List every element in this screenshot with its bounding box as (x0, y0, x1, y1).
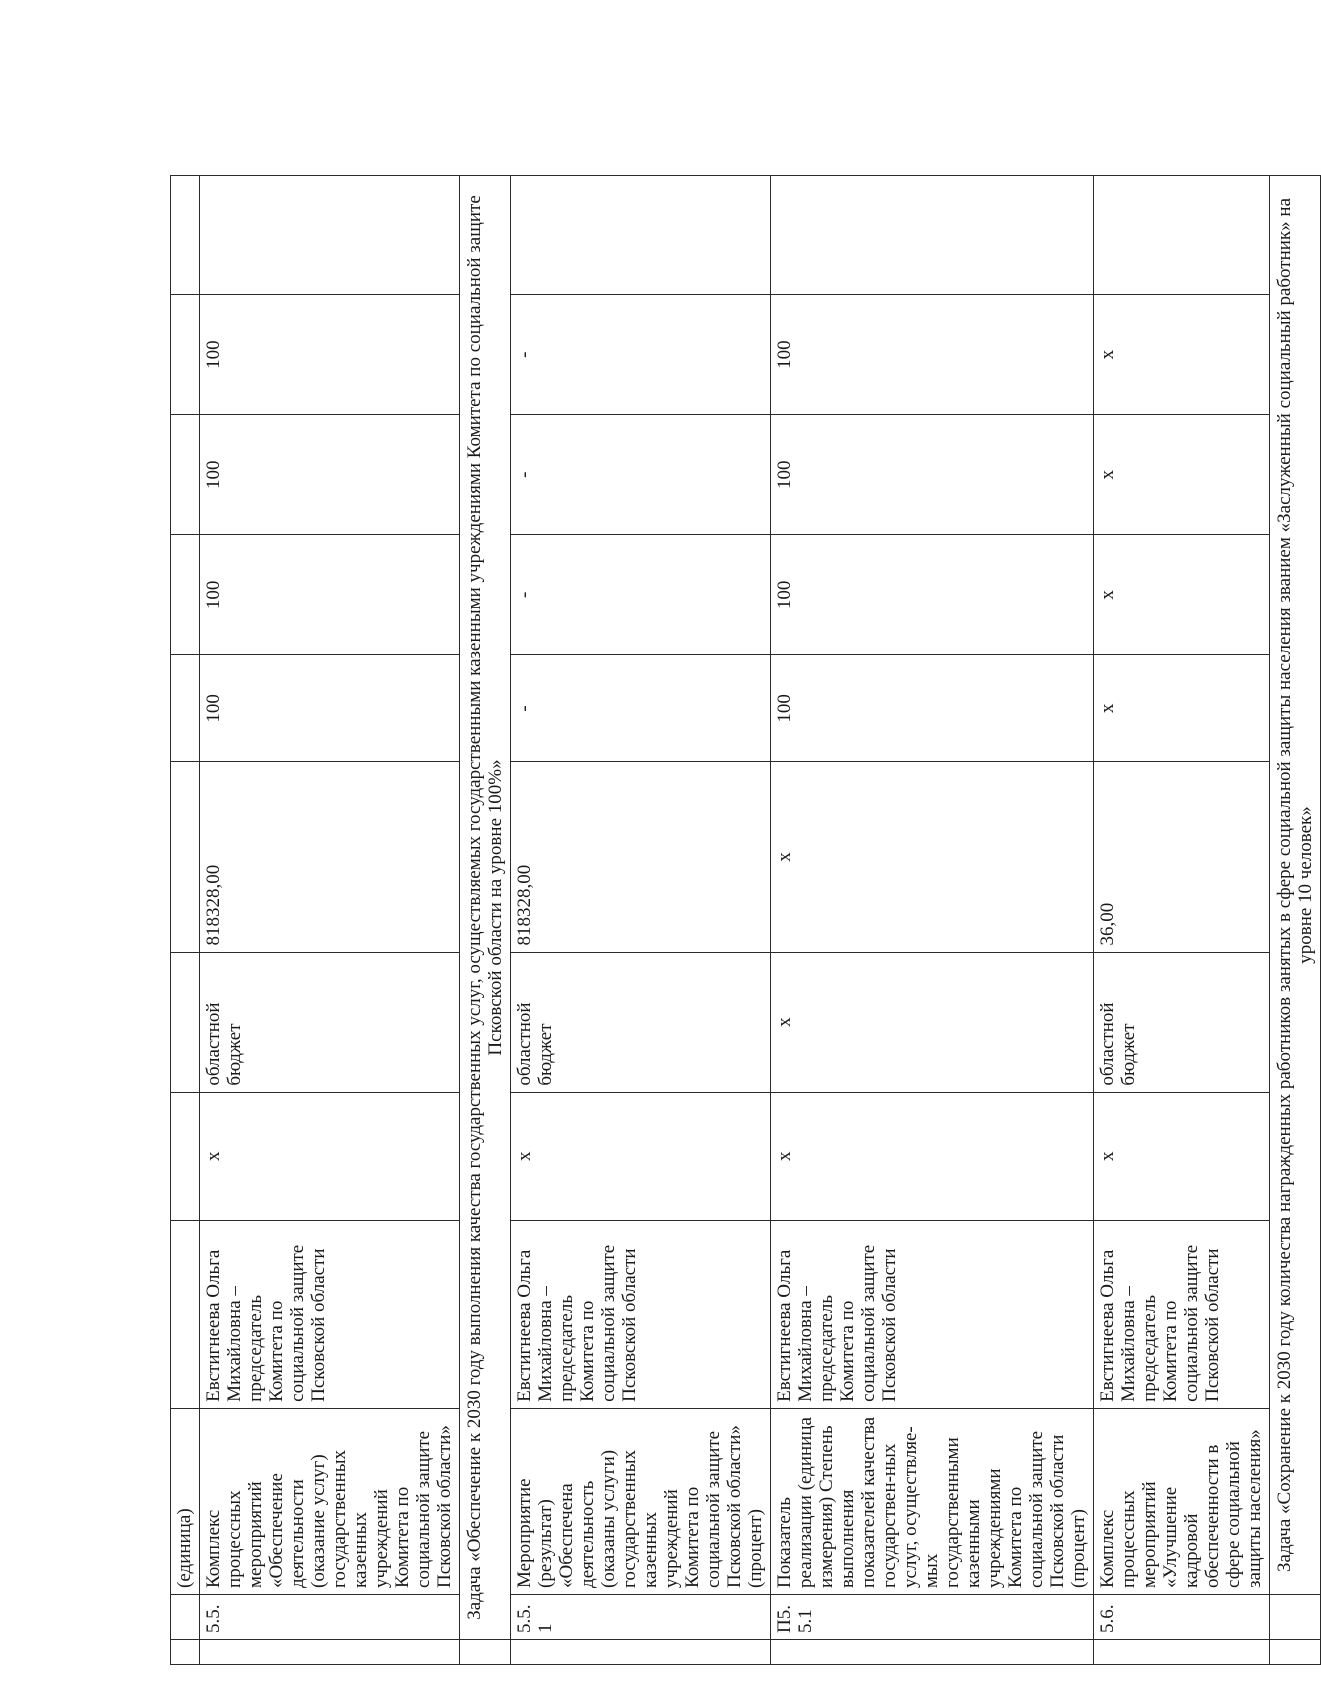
mark-cell: х (1094, 1092, 1270, 1220)
margin-cell (171, 1639, 200, 1664)
margin-cell (1094, 1639, 1270, 1664)
row-number-cell (171, 1594, 200, 1639)
mark-cell: х (200, 1092, 460, 1220)
value-year-4: х (1094, 295, 1270, 415)
row-number-cell (1270, 1594, 1321, 1639)
funding-source: областной бюджет (511, 952, 771, 1092)
value-year-3: - (511, 415, 771, 535)
row-number: 5.5.1 (511, 1594, 771, 1639)
responsible-person: Евстигнеева Ольга Михайловна – председатель Комитета по социальной защите Псковской области (511, 1220, 771, 1408)
value-year-4: 100 (200, 295, 460, 415)
indicator-name: Показатель реализации (единица измерения) Степень выполнения показателей качества государствен-ных услуг, осуществляе-мых государственными казенными учреждениями Комитета по социальной защите Псковской области (процент) (771, 1408, 1094, 1594)
value-year-1: 100 (771, 655, 1094, 762)
empty-cell (1094, 176, 1270, 295)
margin-cell (511, 1639, 771, 1664)
value-year-2: 100 (200, 535, 460, 655)
task-heading: Задача «Сохранение к 2030 году количества награжденных работников занятых в сфере социальной защиты населения званием «Заслуженный социальный работник» на уровне 10 человек» (1270, 176, 1321, 1595)
value-year-1: 100 (200, 655, 460, 762)
value-year-2: х (1094, 535, 1270, 655)
continuation-cell: (единица) (171, 1408, 200, 1594)
empty-cell (771, 176, 1094, 295)
table-row (771, 176, 1094, 1665)
measure-name: Комплекс процессных мероприятий «Улучшение кадровой обеспеченности в сфере социальной защиты населения» (1094, 1408, 1270, 1594)
table-row (1094, 176, 1270, 1665)
value-year-1: - (511, 655, 771, 762)
task-row (460, 176, 511, 1665)
measure-name: Мероприятие (результат) «Обеспечена деятельность (оказаны услуги) государственных казенных учреждений Комитета по социальной защите Псковской области» (процент) (511, 1408, 771, 1594)
funding-amount: 818328,00 (511, 762, 771, 952)
margin-cell (1270, 1639, 1321, 1664)
table-row (200, 176, 460, 1665)
funding-source: х (771, 952, 1094, 1092)
row-number: П5.5.1 (771, 1594, 1094, 1639)
value-year-2: 100 (771, 535, 1094, 655)
task-row (1270, 176, 1321, 1665)
funding-amount: х (771, 762, 1094, 952)
value-year-4: 100 (771, 295, 1094, 415)
row-number: 5.5. (200, 1594, 460, 1639)
margin-cell (200, 1639, 460, 1664)
value-year-3: 100 (771, 415, 1094, 535)
program-table (170, 175, 1321, 1665)
mark-cell: х (511, 1092, 771, 1220)
funding-amount: 36,00 (1094, 762, 1270, 952)
funding-source: областной бюджет (200, 952, 460, 1092)
value-year-3: 100 (200, 415, 460, 535)
continuation-row (171, 176, 200, 1665)
mark-cell: х (771, 1092, 1094, 1220)
responsible-person: Евстигнеева Ольга Михайловна – председатель Комитета по социальной защите Псковской области (1094, 1220, 1270, 1408)
task-heading: Задача «Обеспечение к 2030 году выполнения качества государственных услуг, осуществляемых государственными казенными учреждениями Комитета по социальной защите Псковской области на уровне 100%» (460, 176, 511, 1640)
margin-cell (771, 1639, 1094, 1664)
value-year-1: х (1094, 655, 1270, 762)
measure-name: Комплекс процессных мероприятий «Обеспечение деятельности (оказание услуг) государственных казенных учреждений Комитета по социальной защите Псковской области» (200, 1408, 460, 1594)
funding-amount: 818328,00 (200, 762, 460, 952)
empty-cell (200, 176, 460, 295)
row-number: 5.6. (1094, 1594, 1270, 1639)
value-year-2: - (511, 535, 771, 655)
funding-source: областной бюджет (1094, 952, 1270, 1092)
responsible-person: Евстигнеева Ольга Михайловна – председатель Комитета по социальной защите Псковской области (200, 1220, 460, 1408)
responsible-person: Евстигнеева Ольга Михайловна – председатель Комитета по социальной защите Псковской области (771, 1220, 1094, 1408)
value-year-3: х (1094, 415, 1270, 535)
value-year-4: - (511, 295, 771, 415)
table-row (511, 176, 771, 1665)
empty-cell (511, 176, 771, 295)
margin-cell (460, 1639, 511, 1664)
